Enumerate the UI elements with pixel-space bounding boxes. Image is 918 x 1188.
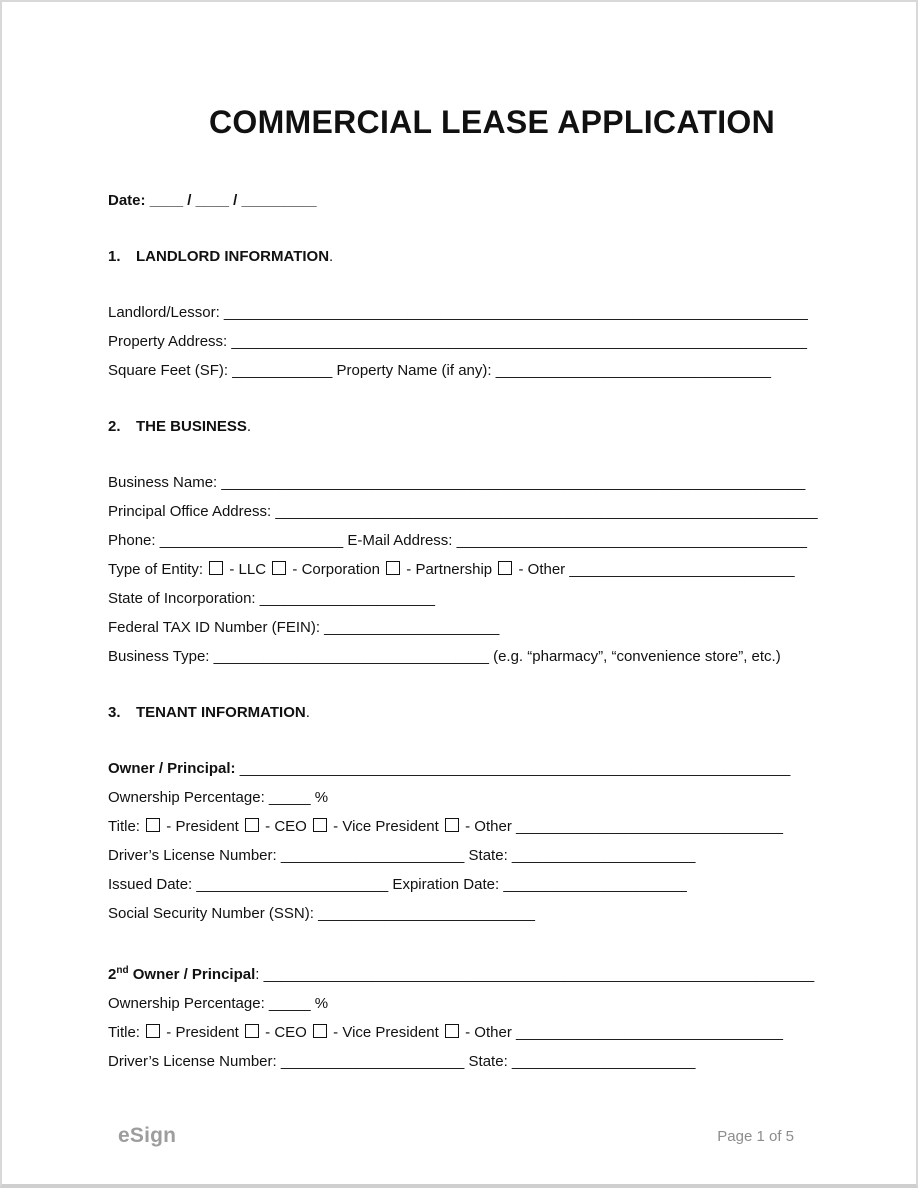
label-text: / [228,192,242,209]
blank-fein[interactable]: _____________________ [324,619,500,636]
form-body [108,186,876,1076]
label-text: State: [464,1053,512,1070]
field-business-type [108,642,876,671]
label-text: - CEO [261,818,312,835]
date-line [108,186,876,215]
field-square-feet-property-name [108,356,876,385]
blank-property-name[interactable]: _________________________________ [495,362,772,379]
blank-phone[interactable]: ______________________ [159,532,344,549]
blank-date-year[interactable]: _________ [241,192,317,209]
page-number-label: Page 1 of 5 [717,1127,794,1145]
label-text: Owner / Principal: [108,760,240,777]
field-owner1-dates [108,870,876,899]
label-text: Expiration Date: [388,876,504,893]
label-text: Business Type: [108,648,214,665]
section-3-heading-period: . [305,704,310,721]
label-text: E-Mail Address: [343,532,457,549]
blank-email-address[interactable]: __________________________________________ [456,532,808,549]
field-owner2-drivers-license [108,1047,876,1076]
label-text: State of Incorporation: [108,590,260,607]
label-text: Driver’s License Number: [108,847,281,864]
label-text: - Other [460,818,516,835]
blank-owner1-title-other[interactable]: ________________________________ [515,818,783,835]
field-owner1-drivers-license [108,841,876,870]
section-1-heading [108,242,876,271]
field-phone-email [108,526,876,555]
blank-date-day[interactable]: ____ [195,192,229,209]
label-text: Property Name (if any): [332,362,496,379]
blank-square-feet[interactable]: ____________ [232,362,333,379]
blank-business-name[interactable]: ______________________________________________________________________ [221,474,806,491]
blank-owner2-title-other[interactable]: ________________________________ [515,1024,783,1041]
blank-owner1-ownership-pct[interactable]: _____ [268,789,311,806]
label-text: Ownership Percentage: [108,789,269,806]
checkbox-owner2-title-ceo[interactable] [245,1024,259,1038]
document-content [2,102,916,1076]
blank-owner1-issued-date[interactable]: _______________________ [196,876,389,893]
label-text: - Vice President [329,1024,443,1041]
blank-owner2-name[interactable]: __________________________________________________________________ [263,966,815,983]
label-text: Landlord/Lessor: [108,304,224,321]
checkbox-owner1-title-other[interactable] [445,818,459,832]
checkbox-owner1-title-vice-president[interactable] [313,818,327,832]
label-text: % [310,789,329,806]
label-text: Title: [108,818,145,835]
label-text: - President [162,818,243,835]
section-1-heading-number: 1. [108,248,121,265]
section-2-heading [108,412,876,441]
blank-owner1-expiration-date[interactable]: ______________________ [503,876,687,893]
label-text: - Other [460,1024,516,1041]
blank-principal-office-address[interactable]: _________________________________________________________________ [275,503,818,520]
section-2-heading-number: 2. [108,418,121,435]
label-text: Owner / Principal [128,966,256,983]
blank-owner2-dl-state[interactable]: ______________________ [511,1053,696,1070]
section-1-heading-label: LANDLORD INFORMATION [136,248,330,265]
section-1-heading-period: . [329,248,334,265]
label-text: Business Name: [108,474,222,491]
checkbox-entity-other[interactable] [498,561,512,575]
label-text: Phone: [108,532,160,549]
blank-owner1-dl-state[interactable]: ______________________ [511,847,696,864]
field-federal-tax-id [108,613,876,642]
field-principal-office-address [108,497,876,526]
page-title: COMMERCIAL LEASE APPLICATION [208,104,776,140]
blank-business-type[interactable]: _________________________________ [213,648,489,665]
label-text: - President [162,1024,243,1041]
field-owner2-name [108,956,876,989]
label-text: Social Security Number (SSN): [108,905,319,922]
label-text: nd [116,965,129,976]
label-text: Title: [108,1024,145,1041]
checkbox-owner2-title-president[interactable] [146,1024,160,1038]
field-owner1-ssn [108,899,876,928]
label-text: Principal Office Address: [108,503,276,520]
checkbox-owner1-title-president[interactable] [146,818,160,832]
label-text: Property Address: [108,333,232,350]
label-text: State: [464,847,512,864]
checkbox-entity-partnership[interactable] [386,561,400,575]
esign-logo: eSign [118,1124,177,1147]
blank-owner1-dl-number[interactable]: ______________________ [280,847,465,864]
blank-entity-other[interactable]: ___________________________ [569,561,795,578]
section-3-heading [108,698,876,727]
blank-landlord-lessor[interactable]: ______________________________________________________________________ [223,304,808,321]
field-type-of-entity [108,555,876,584]
label-text: Type of Entity: [108,561,208,578]
label-text: : [255,966,264,983]
label-text: Issued Date: [108,876,197,893]
field-owner2-title [108,1018,876,1047]
field-property-address [108,327,876,356]
blank-owner2-dl-number[interactable]: ______________________ [280,1053,465,1070]
label-text: - LLC [225,561,271,578]
section-3-heading-label: TENANT INFORMATION [136,704,306,721]
label-text: Federal TAX ID Number (FEIN): [108,619,325,636]
blank-owner2-ownership-pct[interactable]: _____ [268,995,311,1012]
label-text: Date: [108,192,150,209]
section-3-heading-number: 3. [108,704,121,721]
label-text: - Vice President [329,818,443,835]
label-text: - CEO [261,1024,312,1041]
checkbox-entity-llc[interactable] [209,561,223,575]
label-text: (e.g. “pharmacy”, “convenience store”, etc.) [488,648,781,665]
blank-owner1-name[interactable]: __________________________________________________________________ [239,760,791,777]
label-text: % [310,995,329,1012]
label-text: Driver’s License Number: [108,1053,281,1070]
label-text: - Partnership [402,561,497,578]
field-owner1-title [108,812,876,841]
blank-property-address[interactable]: _____________________________________________________________________ [231,333,808,350]
label-text: - Other [514,561,570,578]
field-owner1-name [108,754,876,783]
checkbox-owner2-title-other[interactable] [445,1024,459,1038]
field-landlord-lessor [108,298,876,327]
label-text: - Corporation [288,561,385,578]
field-business-name [108,468,876,497]
label-text: Square Feet (SF): [108,362,233,379]
section-2-heading-period: . [246,418,252,435]
page-footer [2,1124,916,1148]
field-state-of-incorporation [108,584,876,613]
blank-date-month[interactable]: ____ [149,192,184,209]
checkbox-owner2-title-vice-president[interactable] [313,1024,327,1038]
label-text: / [183,192,196,209]
label-text: 2 [108,966,117,983]
checkbox-owner1-title-ceo[interactable] [245,818,259,832]
checkbox-entity-corporation[interactable] [272,561,286,575]
field-owner1-ownership-percentage [108,783,876,812]
blank-owner1-ssn[interactable]: __________________________ [318,905,535,922]
section-2-heading-label: THE BUSINESS [136,418,247,435]
blank-state-of-incorporation[interactable]: _____________________ [259,590,435,607]
label-text: Ownership Percentage: [108,995,269,1012]
field-owner2-ownership-percentage [108,989,876,1018]
